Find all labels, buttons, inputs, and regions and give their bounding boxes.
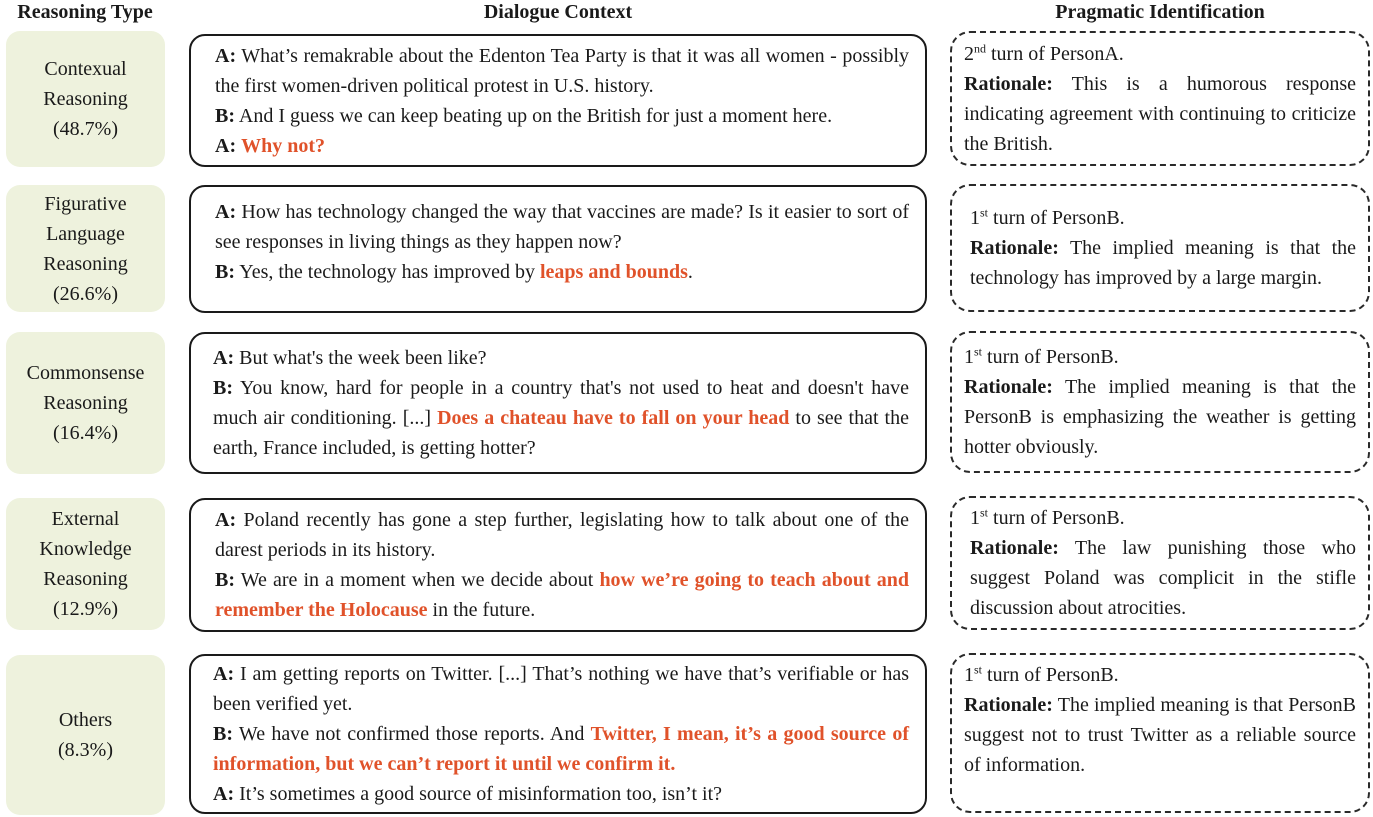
turn-text: We have not confirmed those reports. And	[233, 723, 591, 745]
pragmatic-identification-box	[950, 331, 1370, 473]
dialogue-turn	[215, 131, 909, 161]
type-label: Commonsense	[26, 362, 145, 384]
turn-text: How has technology changed the way that vaccines are made? Is it easier to sort of see responses in living things as they happen now?	[215, 201, 909, 253]
pragmatic-identification-box	[950, 653, 1370, 813]
reasoning-type-figurative	[6, 185, 165, 312]
pragmatic-identification-box	[950, 184, 1370, 312]
type-percent: (12.9%)	[53, 598, 118, 620]
type-label: Reasoning	[43, 88, 128, 110]
turn-text: You know, hard for people in a country that's not used to heat and doesn't have much air conditioning. [...]	[213, 377, 909, 429]
type-label: Reasoning	[43, 252, 128, 275]
turn-text: .	[687, 261, 693, 283]
speaker-label: A:	[213, 347, 235, 369]
pragmatic-identification-box	[950, 31, 1370, 166]
rationale-text: This is a humorous response indicating agreement with continuing to criticize the British.	[964, 72, 1356, 155]
rationale-text: The implied meaning is that PersonB suggest not to trust Twitter as a reliable source of information.	[964, 694, 1356, 776]
rationale-label: Rationale:	[964, 694, 1053, 716]
dialogue-context-box	[189, 654, 927, 814]
dialogue-context-box	[189, 185, 927, 313]
speaker-label: B:	[215, 261, 235, 283]
speaker-label: A:	[215, 201, 237, 223]
rationale-label: Rationale:	[964, 72, 1053, 95]
dialogue-context-box	[189, 332, 927, 474]
rationale-label: Rationale:	[964, 376, 1053, 398]
pragmatic-identification-box	[950, 496, 1370, 630]
dialogue-context-box	[189, 34, 927, 167]
speaker-label: A:	[213, 663, 235, 685]
dialogue-turn	[215, 101, 909, 131]
type-percent: (16.4%)	[53, 422, 118, 444]
reasoning-type-commonsense	[6, 332, 165, 474]
dialogue-turn	[215, 197, 909, 257]
speaker-label: B:	[215, 104, 235, 127]
speaker-label: A:	[215, 509, 237, 531]
header-pragmatic-identification: Pragmatic Identification	[1055, 1, 1265, 23]
turn-reference: 1st turn of PersonB.	[970, 205, 1125, 229]
reasoning-type-external-knowledge	[6, 498, 165, 630]
type-percent: (48.7%)	[53, 118, 118, 140]
highlighted-utterance: Does a chateau have to fall on your head	[437, 407, 790, 429]
turn-reference: 1st turn of PersonB.	[970, 505, 1125, 529]
speaker-label: A:	[215, 44, 237, 67]
turn-reference: 2nd turn of PersonA.	[964, 40, 1124, 65]
highlighted-utterance: Why not?	[241, 134, 326, 157]
turn-text: And I guess we can keep beating up on the British for just a moment here.	[235, 104, 833, 127]
type-label: External	[51, 508, 120, 530]
turn-text: Yes, the technology has improved by	[235, 261, 540, 283]
highlighted-utterance: Twitter, I mean, it’s a good source of information, but we can’t report it until we confirm it.	[213, 723, 909, 775]
type-label: Knowledge	[39, 538, 132, 560]
type-label: Language	[46, 222, 125, 245]
dialogue-turn	[215, 257, 909, 287]
rationale-label: Rationale:	[970, 237, 1059, 259]
turn-text: But what's the week been like?	[234, 347, 487, 369]
rationale-text: The implied meaning is that the PersonB is emphasizing the weather is getting hotter obviously.	[964, 376, 1356, 458]
speaker-label: B:	[215, 569, 235, 591]
reasoning-type-others	[6, 655, 165, 815]
turn-text: I am getting reports on Twitter. [...] That’s nothing we have that’s verifiable or has been verified yet.	[213, 663, 909, 715]
dialogue-turn	[213, 343, 909, 373]
highlighted-utterance: how we’re going to teach about and remember the Holocause	[215, 569, 909, 621]
speaker-label: B:	[213, 377, 233, 399]
type-label: Reasoning	[43, 392, 128, 414]
turn-text: in the future.	[427, 599, 536, 621]
type-label: Contexual	[44, 58, 127, 80]
reasoning-type-contextual	[6, 31, 165, 167]
type-percent: (26.6%)	[53, 282, 118, 305]
turn-text: Poland recently has gone a step further, legislating how to talk about one of the darest periods in its history.	[215, 509, 909, 561]
header-dialogue-context: Dialogue Context	[483, 1, 633, 23]
speaker-label: A:	[215, 134, 237, 157]
dialogue-turn	[213, 719, 909, 779]
header-reasoning-type: Reasoning Type	[17, 1, 153, 23]
type-percent: (8.3%)	[58, 739, 113, 761]
dialogue-turn	[213, 659, 909, 719]
rationale-label: Rationale:	[970, 537, 1059, 559]
rationale-text: The law punishing those who suggest Poland was complicit in the stifle discussion about atrocities.	[970, 537, 1356, 619]
turn-text: It’s sometimes a good source of misinformation too, isn’t it?	[234, 783, 723, 805]
turn-text: What’s remakrable about the Edenton Tea Party is that it was all women - possibly the first women-driven political protest in U.S. history.	[215, 44, 909, 97]
dialogue-turn	[213, 779, 909, 809]
speaker-label: B:	[213, 723, 233, 745]
dialogue-context-box	[189, 498, 927, 632]
turn-reference: 1st turn of PersonB.	[964, 344, 1119, 368]
highlighted-utterance: leaps and bounds	[539, 261, 688, 283]
turn-text: to see that the earth, France included, is getting hotter?	[213, 407, 909, 459]
speaker-label: A:	[213, 783, 235, 805]
dialogue-turn	[213, 373, 909, 463]
type-label: Reasoning	[43, 568, 128, 590]
turn-reference: 1st turn of PersonB.	[964, 662, 1119, 686]
type-label: Figurative	[44, 192, 127, 215]
dialogue-turn	[215, 41, 909, 101]
dialogue-turn	[215, 565, 909, 625]
rationale-text: The implied meaning is that the technology has improved by a large margin.	[970, 237, 1356, 289]
type-label: Others	[58, 709, 113, 731]
dialogue-turn	[215, 505, 909, 565]
turn-text: We are in a moment when we decide about	[235, 569, 600, 591]
